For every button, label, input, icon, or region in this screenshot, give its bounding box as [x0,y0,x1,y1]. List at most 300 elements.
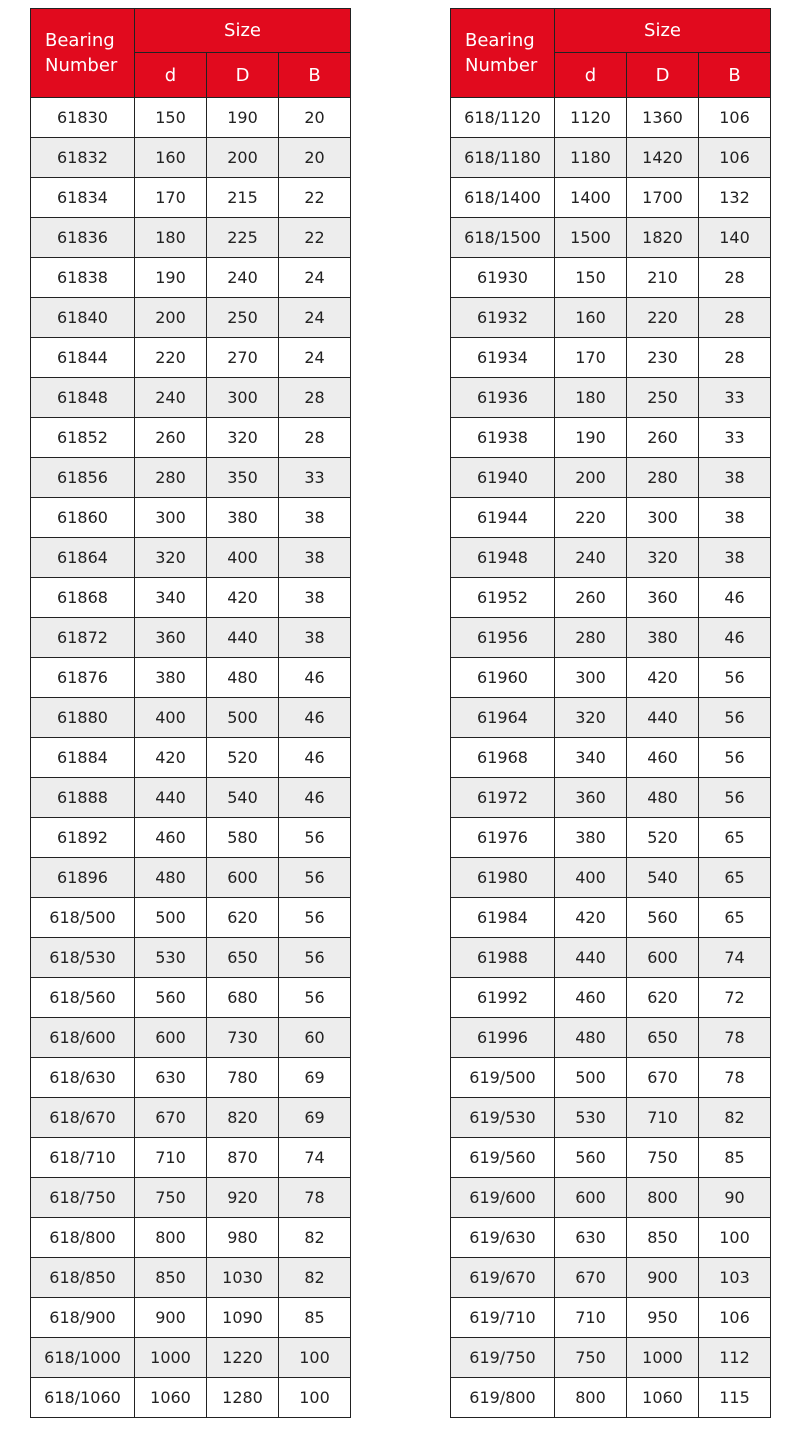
d-cell: 300 [135,498,207,538]
d-cell: 200 [555,458,627,498]
B-cell: 106 [699,98,771,138]
B-cell: 60 [279,1018,351,1058]
bearing-number-cell: 61938 [451,418,555,458]
d-cell: 530 [555,1098,627,1138]
bearing-number-cell: 61876 [31,658,135,698]
table-row [451,338,771,378]
table-row [451,698,771,738]
B-cell: 38 [279,578,351,618]
d-cell: 340 [135,578,207,618]
d-cell: 360 [135,618,207,658]
bearing-number-cell: 618/850 [31,1258,135,1298]
d-cell: 670 [135,1098,207,1138]
table-row [451,578,771,618]
B-cell: 20 [279,98,351,138]
bearing-number-cell: 61956 [451,618,555,658]
B-cell: 140 [699,218,771,258]
bearing-number-cell: 61940 [451,458,555,498]
d-cell: 400 [555,858,627,898]
B-cell: 56 [699,698,771,738]
table-row [31,778,351,818]
d-cell: 750 [555,1338,627,1378]
bearing-number-cell: 61936 [451,378,555,418]
table-row [31,378,351,418]
size-header: Size [555,9,771,53]
bearing-number-cell: 619/560 [451,1138,555,1178]
d-cell: 440 [135,778,207,818]
D-cell: 500 [207,698,279,738]
B-cell: 106 [699,138,771,178]
D-cell: 300 [207,378,279,418]
B-cell: 56 [699,778,771,818]
D-cell: 380 [627,618,699,658]
bearing-number-cell: 61988 [451,938,555,978]
table-row [31,338,351,378]
d-cell: 900 [135,1298,207,1338]
D-cell: 480 [207,658,279,698]
bearing-number-cell: 618/1120 [451,98,555,138]
table-row [31,978,351,1018]
D-cell: 1420 [627,138,699,178]
bearing-number-cell: 61844 [31,338,135,378]
table-row [31,1338,351,1378]
table-row [31,898,351,938]
D-cell: 1820 [627,218,699,258]
B-cell: 82 [699,1098,771,1138]
bearing-number-cell: 61856 [31,458,135,498]
B-cell: 56 [699,738,771,778]
D-header: D [207,53,279,98]
D-cell: 225 [207,218,279,258]
table-row [31,858,351,898]
D-cell: 1700 [627,178,699,218]
bearing-number-cell: 61860 [31,498,135,538]
D-cell: 1360 [627,98,699,138]
D-cell: 220 [627,298,699,338]
table-row [31,938,351,978]
bearing-number-cell: 618/800 [31,1218,135,1258]
D-cell: 850 [627,1218,699,1258]
D-cell: 250 [627,378,699,418]
D-cell: 870 [207,1138,279,1178]
bearing-number-cell: 618/710 [31,1138,135,1178]
B-cell: 46 [699,618,771,658]
table-row [31,698,351,738]
D-cell: 420 [207,578,279,618]
bearing-number-cell: 61884 [31,738,135,778]
d-cell: 1120 [555,98,627,138]
table-row [31,138,351,178]
B-cell: 85 [699,1138,771,1178]
bearing-number-cell: 618/750 [31,1178,135,1218]
d-cell: 170 [135,178,207,218]
bearing-number-cell: 61980 [451,858,555,898]
table-row [451,738,771,778]
D-cell: 460 [627,738,699,778]
D-cell: 1280 [207,1378,279,1418]
table-row [31,1298,351,1338]
bearing-number-cell: 619/530 [451,1098,555,1138]
D-cell: 650 [627,1018,699,1058]
d-cell: 480 [555,1018,627,1058]
bearing-number-cell: 61964 [451,698,555,738]
bearing-number-cell: 618/670 [31,1098,135,1138]
D-cell: 250 [207,298,279,338]
bearing-number-cell: 619/800 [451,1378,555,1418]
B-cell: 38 [279,498,351,538]
B-cell: 56 [699,658,771,698]
B-cell: 69 [279,1098,351,1138]
B-cell: 24 [279,258,351,298]
D-cell: 980 [207,1218,279,1258]
table-row [31,1258,351,1298]
d-cell: 240 [135,378,207,418]
B-cell: 33 [699,378,771,418]
d-cell: 1060 [135,1378,207,1418]
B-cell: 20 [279,138,351,178]
B-cell: 78 [279,1178,351,1218]
bearing-table-right [450,8,771,1418]
bearing-number-cell: 618/1400 [451,178,555,218]
d-cell: 260 [135,418,207,458]
bearing-number-header-line1: Bearing [45,30,115,51]
bearing-number-cell: 61930 [451,258,555,298]
d-cell: 190 [555,418,627,458]
d-cell: 560 [555,1138,627,1178]
d-cell: 460 [135,818,207,858]
d-cell: 1500 [555,218,627,258]
B-cell: 46 [279,658,351,698]
B-cell: 65 [699,858,771,898]
d-cell: 630 [555,1218,627,1258]
d-cell: 560 [135,978,207,1018]
table-row [451,498,771,538]
table-row [451,538,771,578]
D-cell: 580 [207,818,279,858]
bearing-number-cell: 61848 [31,378,135,418]
bearing-number-cell: 61948 [451,538,555,578]
table-row [451,218,771,258]
d-cell: 630 [135,1058,207,1098]
B-cell: 115 [699,1378,771,1418]
table-row [31,418,351,458]
d-cell: 320 [555,698,627,738]
B-cell: 103 [699,1258,771,1298]
bearing-number-cell: 61984 [451,898,555,938]
table-row [451,1258,771,1298]
table-row [31,738,351,778]
d-header: d [135,53,207,98]
D-cell: 270 [207,338,279,378]
d-cell: 170 [555,338,627,378]
table-row [451,1378,771,1418]
table-row [451,458,771,498]
table-row [31,1018,351,1058]
table-body [451,98,771,1418]
B-cell: 24 [279,338,351,378]
table-row [451,778,771,818]
D-cell: 520 [627,818,699,858]
D-cell: 730 [207,1018,279,1058]
bearing-number-cell: 61872 [31,618,135,658]
table-row [451,858,771,898]
bearing-number-cell: 618/1500 [451,218,555,258]
table-row [451,298,771,338]
B-cell: 56 [279,978,351,1018]
bearing-number-cell: 61832 [31,138,135,178]
B-cell: 28 [699,298,771,338]
d-cell: 710 [555,1298,627,1338]
B-cell: 56 [279,858,351,898]
D-cell: 240 [207,258,279,298]
table-row [31,658,351,698]
bearing-number-header [451,9,555,98]
bearing-number-cell: 618/630 [31,1058,135,1098]
bearing-number-cell: 61960 [451,658,555,698]
bearing-number-header-line1: Bearing [465,30,535,51]
bearing-number-header-line2: Number [45,55,118,76]
table-row [451,378,771,418]
bearing-number-cell: 618/1180 [451,138,555,178]
table-body [31,98,351,1418]
D-cell: 190 [207,98,279,138]
bearing-number-cell: 61834 [31,178,135,218]
bearing-number-cell: 619/500 [451,1058,555,1098]
bearing-number-cell: 619/750 [451,1338,555,1378]
table-row [451,1218,771,1258]
table-row [31,538,351,578]
B-cell: 24 [279,298,351,338]
bearing-number-cell: 61868 [31,578,135,618]
B-cell: 28 [699,258,771,298]
d-cell: 300 [555,658,627,698]
B-cell: 56 [279,818,351,858]
B-cell: 100 [279,1378,351,1418]
d-cell: 850 [135,1258,207,1298]
d-cell: 440 [555,938,627,978]
B-cell: 38 [279,618,351,658]
bearing-number-cell: 619/630 [451,1218,555,1258]
bearing-number-cell: 61934 [451,338,555,378]
bearing-number-cell: 61996 [451,1018,555,1058]
B-cell: 46 [279,698,351,738]
d-cell: 260 [555,578,627,618]
bearing-number-cell: 61896 [31,858,135,898]
table-row [31,1378,351,1418]
D-cell: 320 [627,538,699,578]
B-cell: 112 [699,1338,771,1378]
B-cell: 74 [699,938,771,978]
table-row [31,1178,351,1218]
table-row [31,458,351,498]
bearing-number-cell: 61830 [31,98,135,138]
B-cell: 90 [699,1178,771,1218]
D-cell: 400 [207,538,279,578]
table-row [451,818,771,858]
d-cell: 180 [135,218,207,258]
B-cell: 28 [279,418,351,458]
D-cell: 750 [627,1138,699,1178]
D-cell: 350 [207,458,279,498]
D-cell: 280 [627,458,699,498]
D-cell: 1220 [207,1338,279,1378]
D-cell: 260 [627,418,699,458]
D-cell: 650 [207,938,279,978]
D-cell: 540 [627,858,699,898]
d-cell: 380 [135,658,207,698]
D-cell: 210 [627,258,699,298]
table-row [451,618,771,658]
B-cell: 46 [279,778,351,818]
D-cell: 600 [627,938,699,978]
bearing-number-cell: 61888 [31,778,135,818]
bearing-number-cell: 619/670 [451,1258,555,1298]
d-cell: 400 [135,698,207,738]
table-row [451,418,771,458]
B-header: B [279,53,351,98]
B-cell: 56 [279,898,351,938]
d-cell: 150 [555,258,627,298]
d-cell: 750 [135,1178,207,1218]
bearing-number-cell: 61840 [31,298,135,338]
D-cell: 520 [207,738,279,778]
D-cell: 920 [207,1178,279,1218]
D-cell: 420 [627,658,699,698]
table-row [31,1138,351,1178]
d-cell: 600 [135,1018,207,1058]
D-cell: 600 [207,858,279,898]
bearing-number-cell: 619/600 [451,1178,555,1218]
bearing-number-cell: 61880 [31,698,135,738]
table-row [31,258,351,298]
D-cell: 800 [627,1178,699,1218]
d-cell: 340 [555,738,627,778]
B-cell: 28 [279,378,351,418]
D-cell: 820 [207,1098,279,1138]
B-cell: 78 [699,1018,771,1058]
B-header: B [699,53,771,98]
D-cell: 710 [627,1098,699,1138]
D-cell: 215 [207,178,279,218]
table-row [31,1098,351,1138]
B-cell: 56 [279,938,351,978]
d-cell: 500 [135,898,207,938]
d-cell: 460 [555,978,627,1018]
table-row [451,1098,771,1138]
bearing-number-cell: 61864 [31,538,135,578]
B-cell: 38 [699,538,771,578]
d-cell: 710 [135,1138,207,1178]
d-cell: 160 [135,138,207,178]
D-cell: 1090 [207,1298,279,1338]
d-cell: 320 [135,538,207,578]
bearing-number-cell: 61952 [451,578,555,618]
D-cell: 670 [627,1058,699,1098]
d-cell: 800 [135,1218,207,1258]
table-row [451,1298,771,1338]
table-row [31,1218,351,1258]
d-cell: 200 [135,298,207,338]
bearing-number-cell: 61992 [451,978,555,1018]
table-row [451,1338,771,1378]
d-cell: 180 [555,378,627,418]
table-row [451,658,771,698]
D-cell: 300 [627,498,699,538]
D-cell: 560 [627,898,699,938]
d-cell: 1180 [555,138,627,178]
bearing-number-cell: 618/500 [31,898,135,938]
D-cell: 480 [627,778,699,818]
B-cell: 33 [279,458,351,498]
bearing-number-header [31,9,135,98]
D-cell: 200 [207,138,279,178]
D-cell: 380 [207,498,279,538]
table-row [451,98,771,138]
d-cell: 220 [555,498,627,538]
table-header [451,9,771,98]
D-cell: 900 [627,1258,699,1298]
D-header: D [627,53,699,98]
table-row [451,138,771,178]
bearing-number-cell: 618/560 [31,978,135,1018]
d-cell: 380 [555,818,627,858]
d-cell: 360 [555,778,627,818]
bearing-number-cell: 61968 [451,738,555,778]
d-cell: 1000 [135,1338,207,1378]
B-cell: 22 [279,218,351,258]
d-cell: 800 [555,1378,627,1418]
table-row [451,1018,771,1058]
D-cell: 1000 [627,1338,699,1378]
table-row [31,618,351,658]
bearing-number-cell: 61838 [31,258,135,298]
d-cell: 420 [555,898,627,938]
d-cell: 220 [135,338,207,378]
B-cell: 100 [699,1218,771,1258]
bearing-number-cell: 61852 [31,418,135,458]
d-cell: 150 [135,98,207,138]
bearing-number-cell: 618/530 [31,938,135,978]
D-cell: 620 [627,978,699,1018]
D-cell: 440 [627,698,699,738]
d-cell: 530 [135,938,207,978]
D-cell: 230 [627,338,699,378]
D-cell: 1030 [207,1258,279,1298]
B-cell: 82 [279,1218,351,1258]
B-cell: 74 [279,1138,351,1178]
bearing-number-header-line2: Number [465,55,538,76]
table-row [31,1058,351,1098]
table-row [451,1178,771,1218]
B-cell: 106 [699,1298,771,1338]
B-cell: 22 [279,178,351,218]
B-cell: 132 [699,178,771,218]
d-cell: 670 [555,1258,627,1298]
d-cell: 280 [555,618,627,658]
D-cell: 780 [207,1058,279,1098]
d-cell: 500 [555,1058,627,1098]
d-cell: 420 [135,738,207,778]
bearing-number-cell: 61836 [31,218,135,258]
B-cell: 72 [699,978,771,1018]
d-cell: 1400 [555,178,627,218]
table-header [31,9,351,98]
B-cell: 46 [279,738,351,778]
B-cell: 82 [279,1258,351,1298]
B-cell: 65 [699,818,771,858]
d-cell: 190 [135,258,207,298]
D-cell: 440 [207,618,279,658]
